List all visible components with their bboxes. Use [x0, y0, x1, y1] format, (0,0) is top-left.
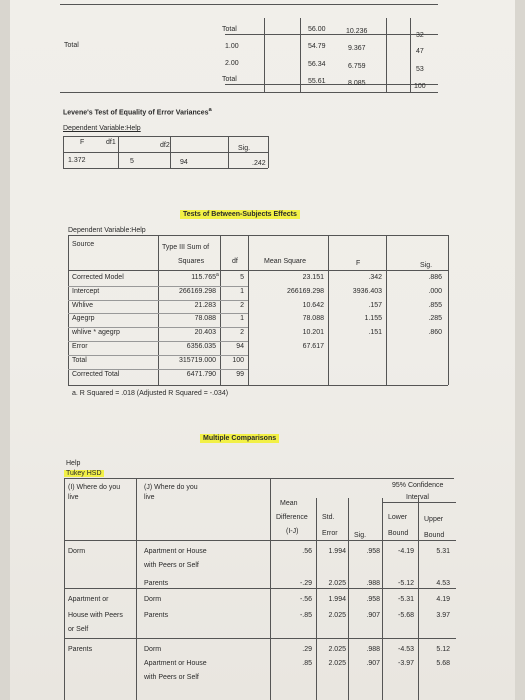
levene-header-df1: df1 — [106, 139, 116, 146]
row-divider — [64, 588, 456, 589]
cell-sd: 6.759 — [348, 63, 366, 70]
row-j-cell: Parents — [144, 580, 169, 587]
ms-cell: 78.088 — [302, 315, 324, 323]
ss-cell: 115.765 — [191, 274, 216, 281]
header-ub-2: Bound — [424, 532, 445, 539]
row-j-cell: Apartment or House — [144, 548, 207, 555]
df-cell: 100 — [232, 356, 244, 364]
table-divider — [63, 136, 64, 168]
lower-bound-cell: -5.12 — [398, 580, 414, 587]
levene-header-df2: df2 — [160, 142, 170, 149]
row-j-cell: Dorm — [144, 596, 162, 603]
cell-mean: 56.00 — [308, 26, 326, 33]
sig-cell: .855 — [428, 301, 442, 309]
table-border — [63, 152, 268, 153]
mean-diff-cell: .29 — [302, 646, 312, 653]
ms-cell: 266169.298 — [287, 287, 324, 295]
lower-bound-cell: -4.19 — [398, 548, 414, 555]
upper-bound-cell: 4.53 — [436, 580, 450, 587]
table-border — [68, 270, 448, 271]
header-sig: Sig. — [354, 532, 367, 539]
cell-sub: 1.00 — [225, 43, 239, 50]
row-j-cell: Apartment or House — [144, 660, 207, 667]
ms-cell: 10.201 — [302, 329, 324, 337]
table-border — [68, 385, 448, 386]
ss-cell: 78.088 — [194, 315, 216, 323]
header-j: (J) Where do you — [144, 484, 198, 491]
df-cell: 5 — [240, 274, 244, 281]
multiple-dv: Help — [66, 460, 81, 467]
cell-mean: 56.34 — [308, 61, 326, 68]
header-ss-2: Squares — [178, 258, 205, 265]
row-divider — [68, 341, 248, 342]
ms-cell: 23.151 — [302, 274, 324, 281]
cell-sub: Total — [222, 26, 237, 33]
row-divider — [382, 502, 456, 503]
header-source: Source — [72, 241, 95, 248]
header-j-2: live — [144, 494, 155, 501]
df-cell: 1 — [240, 315, 244, 323]
header-ms: Mean Square — [264, 258, 307, 265]
cell-n: 100 — [414, 83, 426, 90]
header-df: df — [232, 258, 238, 265]
header-md-3: (I-J) — [286, 528, 299, 535]
source-cell: Intercept — [72, 287, 100, 295]
table-border — [60, 4, 438, 5]
levene-dv: Dependent Variable:Help — [63, 125, 141, 132]
upper-bound-cell: 4.19 — [436, 596, 450, 603]
ss-cell: 20.403 — [194, 329, 216, 337]
cell-sd: 8.085 — [348, 80, 366, 87]
cell-n: 47 — [416, 48, 424, 55]
table-border — [63, 168, 268, 169]
row-i-cell: Dorm — [68, 548, 86, 555]
sig-cell: .988 — [366, 580, 380, 587]
between-title: Tests of Between-Subjects Effects — [180, 210, 300, 219]
ss-cell: 315719.000 — [179, 356, 216, 364]
mean-diff-cell: .56 — [302, 548, 312, 555]
row-j-cell: with Peers or Self — [144, 674, 199, 681]
sig-cell: .285 — [428, 315, 442, 323]
header-lb: Lower — [388, 514, 408, 521]
upper-bound-cell: 3.97 — [436, 612, 450, 619]
multiple-title: Multiple Comparisons — [200, 434, 279, 443]
table-divider — [118, 136, 119, 168]
ss-cell: 266169.298 — [179, 287, 216, 295]
table-border — [64, 478, 454, 479]
table-divider — [68, 235, 69, 385]
row-divider — [68, 300, 248, 301]
df-cell: 1 — [240, 287, 244, 295]
table-border — [64, 540, 456, 541]
table-divider — [448, 235, 449, 385]
cell-mean: 55.61 — [308, 78, 326, 85]
sig-cell: .886 — [428, 274, 442, 281]
cell-mean: 54.79 — [308, 43, 326, 50]
sig-cell: .958 — [366, 596, 380, 603]
levene-superscript: a — [208, 107, 212, 113]
mean-diff-cell: -.29 — [299, 580, 312, 587]
source-cell: Error — [72, 343, 88, 350]
row-j-cell: Parents — [144, 612, 169, 619]
levene-title-text: Levene's Test of Equality of Error Variances — [63, 109, 209, 117]
multiple-test: Tukey HSD — [66, 470, 102, 477]
sig-cell: .958 — [366, 548, 380, 555]
header-ci-2: Interval — [406, 494, 429, 501]
table-divider — [270, 478, 271, 700]
cell-sub: 2.00 — [225, 60, 239, 67]
ms-cell: 10.642 — [302, 301, 324, 309]
row-divider — [68, 313, 248, 314]
row-divider — [225, 84, 438, 85]
lower-bound-cell: -3.97 — [398, 660, 414, 667]
ss-cell: 21.283 — [194, 301, 216, 309]
upper-bound-cell: 5.12 — [436, 646, 450, 653]
cell-sub: Total — [222, 76, 237, 83]
row-i-cell: House with Peers — [68, 612, 123, 619]
mean-diff-cell: -.56 — [299, 596, 312, 603]
row-divider — [64, 638, 456, 639]
table-divider — [248, 235, 249, 385]
header-se-2: Error — [322, 530, 338, 537]
mean-diff-cell: .85 — [302, 660, 312, 667]
ss-cell: 6471.790 — [186, 370, 216, 378]
header-i: (I) Where do you — [68, 484, 121, 491]
row-divider — [225, 34, 438, 35]
f-cell: 3936.403 — [352, 287, 382, 295]
f-cell: 1.155 — [364, 315, 382, 323]
upper-bound-cell: 5.31 — [436, 548, 450, 555]
source-cell: Corrected Total — [72, 370, 120, 378]
levene-header-f: F — [80, 139, 85, 146]
table-divider — [264, 18, 265, 92]
header-i-2: live — [68, 494, 79, 501]
lower-bound-cell: -4.53 — [398, 646, 414, 653]
f-cell: .342 — [368, 274, 382, 281]
std-error-cell: 2.025 — [328, 660, 346, 667]
f-cell: .157 — [368, 301, 382, 309]
row-divider — [68, 369, 248, 370]
df-cell: 99 — [236, 370, 244, 378]
sig-cell: .000 — [428, 287, 442, 295]
table-divider — [300, 18, 301, 92]
table-divider — [220, 235, 221, 385]
table-divider — [386, 18, 387, 92]
row-label: Total — [64, 42, 79, 49]
row-divider — [68, 286, 248, 287]
header-f: F — [356, 260, 361, 267]
std-error-cell: 2.025 — [328, 646, 346, 653]
header-lb-2: Bound — [388, 530, 409, 537]
cell-n: 32 — [416, 32, 424, 39]
table-divider — [410, 18, 411, 92]
table-divider — [316, 498, 317, 700]
std-error-cell: 1.994 — [328, 548, 346, 555]
lower-bound-cell: -5.31 — [398, 596, 414, 603]
table-border — [60, 92, 438, 93]
source-cell: Corrected Model — [72, 274, 124, 281]
levene-f: 1.372 — [68, 157, 86, 164]
sig-cell: .907 — [366, 612, 380, 619]
table-border — [63, 136, 268, 137]
row-divider — [68, 327, 248, 328]
row-i-cell: Apartment or — [68, 596, 109, 603]
std-error-cell: 2.025 — [328, 612, 346, 619]
header-md: Mean — [280, 500, 298, 507]
row-j-cell: with Peers or Self — [144, 562, 199, 569]
document-page — [10, 0, 515, 700]
table-divider — [158, 235, 159, 385]
table-divider — [418, 498, 419, 700]
levene-df1: 5 — [130, 158, 134, 165]
header-ci: 95% Confidence — [392, 482, 444, 489]
between-footnote: a. R Squared = .018 (Adjusted R Squared = -.034) — [72, 390, 229, 397]
between-dv: Dependent Variable:Help — [68, 227, 146, 234]
lower-bound-cell: -5.68 — [398, 612, 414, 619]
upper-bound-cell: 5.68 — [436, 660, 450, 667]
sig-cell: .988 — [366, 646, 380, 653]
levene-title — [63, 107, 212, 116]
levene-header-sig: Sig. — [238, 145, 251, 152]
source-cell: Agegrp — [72, 315, 95, 323]
levene-df2: 94 — [180, 159, 188, 166]
source-cell: Total — [72, 356, 87, 364]
header-ss: Type III Sum of — [162, 244, 210, 251]
table-divider — [136, 478, 137, 700]
ss-cell: 6356.035 — [186, 343, 216, 350]
table-divider — [170, 136, 171, 168]
f-cell: .151 — [368, 329, 382, 337]
source-cell: Whlive — [72, 301, 94, 309]
cell-sd: 9.367 — [348, 45, 366, 52]
table-divider — [64, 478, 65, 700]
header-se: Std. — [322, 514, 335, 521]
header-ub: Upper — [424, 516, 444, 523]
cell-n: 53 — [416, 66, 424, 73]
table-divider — [348, 498, 349, 700]
table-divider — [386, 235, 387, 385]
row-i-cell: Parents — [68, 646, 93, 653]
mean-diff-cell: -.85 — [299, 612, 312, 619]
levene-sig: .242 — [252, 160, 266, 167]
table-divider — [228, 136, 229, 168]
table-border — [68, 235, 448, 236]
sig-cell: .907 — [366, 660, 380, 667]
header-sig: Sig. — [420, 262, 433, 269]
row-j-cell: Dorm — [144, 646, 162, 653]
df-cell: 94 — [236, 343, 244, 350]
source-cell: whlive * agegrp — [72, 329, 120, 337]
row-divider — [68, 355, 248, 356]
df-cell: 2 — [240, 301, 244, 309]
cell-sd: 10.236 — [346, 28, 368, 35]
ss-superscript: a — [216, 272, 219, 278]
std-error-cell: 2.025 — [328, 580, 346, 587]
table-divider — [268, 136, 269, 168]
sig-cell: .860 — [428, 329, 442, 337]
std-error-cell: 1.994 — [328, 596, 346, 603]
df-cell: 2 — [240, 329, 244, 337]
table-divider — [382, 498, 383, 700]
table-divider — [328, 235, 329, 385]
ms-cell: 67.617 — [302, 343, 324, 350]
row-i-cell: or Self — [68, 626, 89, 633]
header-md-2: Difference — [276, 514, 308, 521]
